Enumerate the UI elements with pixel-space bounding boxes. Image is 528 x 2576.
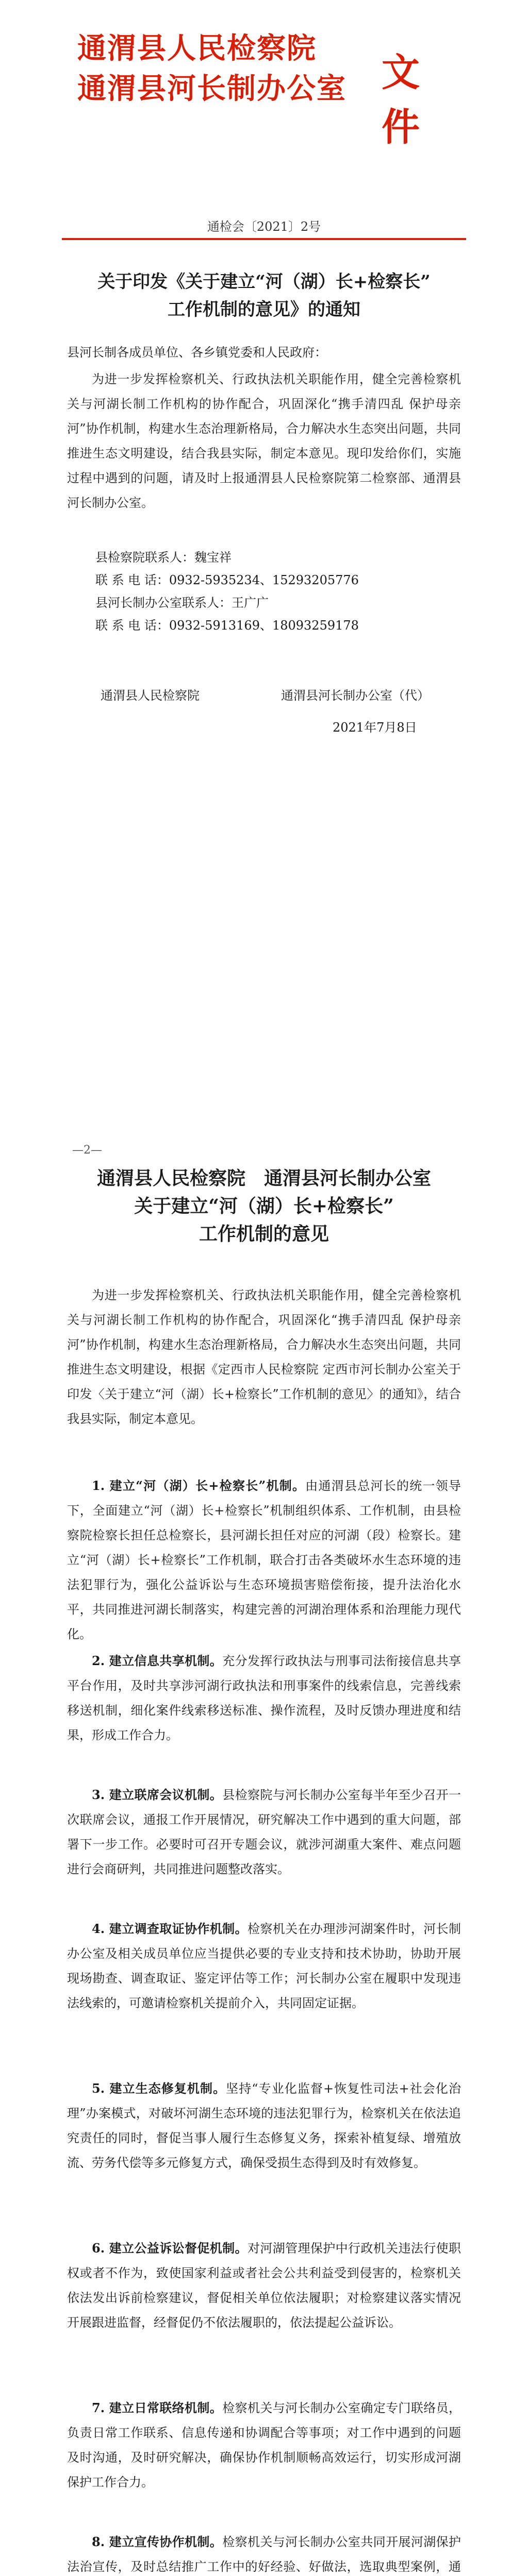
- opinion-section: 3. 建立联席会议机制。县检察院与河长制办公室每半年至少召开一次联席会议，通报工作开展情况，研究解决工作中遇到的重大问题，部署下一步工作。必要时可召开专题会议，就涉河湖重大案件、难点问题进行会商研判，共同推进问题整改落实。: [67, 1787, 461, 1876]
- opinion-section: 5. 建立生态修复机制。坚持“专业化监督+恢复性司法+社会化治理”办案模式，对破坏河湖生态环境的违法犯罪行为，检察机关在依法追究责任的同时，督促当事人履行生态修复义务，探索补植复绿、增殖放流、劳务代偿等多元修复方式，确保受损生态得到及时有效修复。: [67, 2081, 461, 2170]
- contact-line: 县检察院联系人：魏宝祥: [95, 550, 232, 565]
- issue-date: 2021年7月8日: [333, 720, 417, 735]
- opinion-title: 通渭县人民检察院 通渭县河长制办公室 关于建立“河（湖）长+检察长” 工作机制的意见: [96, 1167, 431, 1245]
- contact-line: 县河长制办公室联系人：王广广: [95, 596, 269, 610]
- red-divider: [62, 238, 466, 240]
- opinion-section: 2. 建立信息共享机制。充分发挥行政执法与刑事司法衔接信息共享平台作用，及时共享涉河湖行政执法和刑事案件的线索信息，完善线索移送机制，细化案件线索移送标准、操作流程，及时反馈办理进度和结果，形成工作合力。: [67, 1653, 461, 1742]
- page-number-top: —2—: [72, 1144, 102, 1157]
- opinion-section: 7. 建立日常联络机制。检察机关与河长制办公室确定专门联络员，负责日常工作联系、信息传递和协调配合等事项；对工作中遇到的问题及时沟通，及时研究解决，确保协作机制顺畅高效运行，切实形成河湖保护工作合力。: [67, 2400, 461, 2489]
- notice-title: 关于印发《关于建立“河（湖）长+检察长” 工作机制的意见》的通知: [97, 272, 431, 320]
- contact-line: 联 系 电 话：0932-5913169、18093259178: [95, 618, 359, 633]
- opinion-section: 4. 建立调查取证协作机制。检察机关在办理涉河湖案件时，河长制办公室及相关成员单位应当提供必要的专业支持和技术协助，协助开展现场勘查、调查取证、鉴定评估等工作；河长制办公室在履职中发现违法线索的，可邀请检察机关提前介入，共同固定证据。: [67, 1921, 461, 2010]
- notice-page: [0, 0, 528, 1133]
- notice-body: 为进一步发挥检察机关、行政执法机关职能作用，健全完善检察机关与河湖长制工作机构的协作配合，巩固深化“携手清四乱 保护母亲河”协作机制，构建水生态治理新格局，合力解决水生态突出问题，共同推进生态文明建设，结合我县实际，制定本意见。现印发给你们，实施过程中遇到的问题，请及时上报通渭县人民检察院第二检察部、通渭县河长制办公室。: [67, 372, 461, 510]
- opinion-section: 6. 建立公益诉讼督促机制。对河湖管理保护中行政机关违法行使职权或者不作为，致使国家利益或者社会公共利益受到侵害的，检察机关依法发出诉前检察建议，督促相关单位依法履职；对检察建议落实情况开展跟进监督，经督促仍不依法履职的，依法提起公益诉讼。: [67, 2241, 461, 2330]
- opinion-section: 8. 建立宣传协作机制。检察机关与河长制办公室共同开展河湖保护法治宣传，及时总结推广工作中的好经验、好做法，选取典型案例，通: [67, 2534, 461, 2574]
- header-org-procuratorate: 通渭县人民检察院: [77, 31, 317, 65]
- notice-salutation: 县河长制各成员单位、各乡镇党委和人民政府：: [67, 345, 327, 360]
- signature-river-office: 通渭县河长制办公室（代）: [281, 688, 430, 703]
- opinion-intro: 为进一步发挥检察机关、行政执法机关职能作用，健全完善检察机关与河湖长制工作机构的协作配合，巩固深化“携手清四乱 保护母亲河”协作机制，构建水生态治理新格局，合力解决水生态突出问题，共同推进生态文明建设，根据《定西市人民检察院 定西市河长制办公室关于印发〈关于建立“河（湖）长+检察长”工作机制的意见〉的通知》，结合我县实际，制定本意见。: [67, 1288, 461, 1426]
- signature-procuratorate: 通渭县人民检察院: [101, 688, 200, 703]
- document-number: 通检会〔2021〕2号: [207, 219, 321, 234]
- opinion-section: 1. 建立“河（湖）长+检察长”机制。由通渭县总河长的统一领导下，全面建立“河（湖）长+检察长”机制组织体系、工作机制，由县检察院检察长担任总检察长，县河湖长担任对应的河湖（段）检察长。建立“河（湖）长+检察长”工作机制，联合打击各类破坏水生态环境的违法犯罪行为，强化公益诉讼与生态环境损害赔偿衔接，提升法治化水平，共同推进河湖长制落实，构建完善的河湖治理体系和治理能力现代化。: [67, 1478, 461, 1641]
- contact-block: [95, 546, 359, 637]
- header-document-word: 文件: [382, 50, 429, 149]
- opinion-page: [0, 1133, 528, 2576]
- red-header: [77, 21, 469, 149]
- header-org-river-office: 通渭县河长制办公室: [77, 72, 346, 106]
- contact-line: 联 系 电 话：0932-5935234、15293205776: [95, 573, 359, 587]
